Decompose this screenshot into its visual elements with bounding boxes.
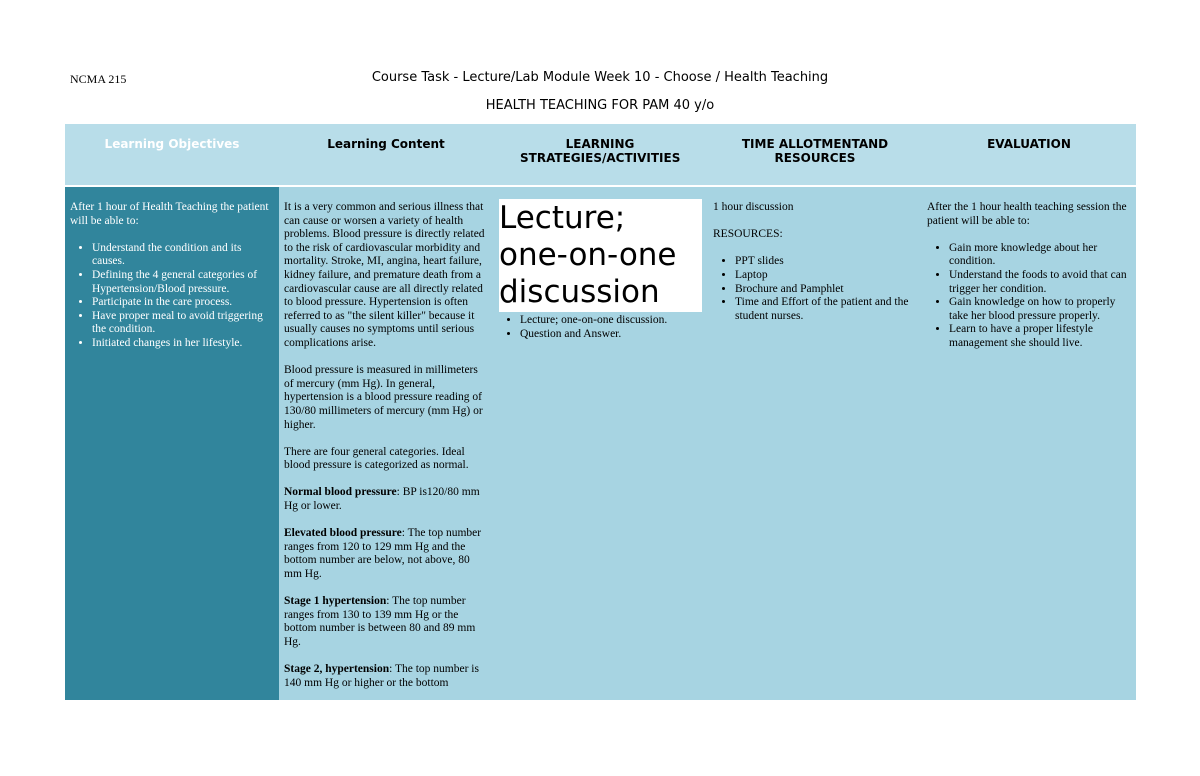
evaluation-cell <box>927 201 1127 351</box>
strategies-list <box>498 314 703 341</box>
objectives-intro: After 1 hour of Health Teaching the patient will be able to: <box>70 201 269 227</box>
header-time-allotment-resources: TIME ALLOTMENTAND RESOURCES <box>741 137 889 165</box>
stage1-label: Stage 1 hypertension <box>284 595 387 608</box>
list-item: • Initiated changes in her lifestyle. <box>92 337 275 351</box>
elevated-bp-text: : The top number ranges from 120 to 129 mm Hg and the bottom number are below, not above, 80 mm Hg. <box>284 527 482 581</box>
objectives-list <box>70 242 275 351</box>
stage2-entry <box>284 663 490 690</box>
evaluation-intro: After the 1 hour health teaching session the patient will be able to: <box>927 201 1127 227</box>
content-paragraph: Blood pressure is measured in millimeters of mercury (mm Hg). In general, hypertension is a blood pressure reading of 130/80 millimeters of mercury (mm Hg) or higher. <box>284 364 483 431</box>
objectives-cell <box>70 201 275 351</box>
list-item: • Lecture; one-on-one discussion. <box>520 314 703 328</box>
strategy-highlight-box: Lecture; one-on-one discussion <box>499 199 702 312</box>
normal-bp-text: : BP is120/80 mm Hg or lower. <box>284 486 480 513</box>
content-paragraph: It is a very common and serious illness that can cause or worsen a variety of health problems. Blood pressure is directly related to the risk of cardiovascular morbidity and mortality. Stroke, MI, angina, heart failure, kidney failure, and premature death from a cardiovascular cause are all directly related to blood pressure. Hypertension is often referred to as "the silent killer" because it usually causes no symptoms until serious complications arise. <box>284 201 485 349</box>
stage2-text: : The top number is 140 mm Hg or higher or the bottom <box>284 663 479 689</box>
list-item: • Defining the 4 general categories of Hypertension/Blood pressure. <box>92 269 275 296</box>
list-item: • Understand the foods to avoid that can trigger her condition. <box>949 269 1127 296</box>
elevated-bp-label: Elevated blood pressure <box>284 527 402 540</box>
list-item: • Have proper meal to avoid triggering the condition. <box>92 310 275 337</box>
list-item: • Laptop <box>735 269 918 283</box>
list-item: • Brochure and Pamphlet <box>735 283 918 297</box>
strategies-cell <box>498 314 703 341</box>
normal-bp-label: Normal blood pressure <box>284 486 397 499</box>
content-paragraph: There are four general categories. Ideal blood pressure is categorized as normal. <box>284 445 469 472</box>
header-learning-strategies: LEARNING STRATEGIES/ACTIVITIES <box>520 137 681 165</box>
list-item: • Understand the condition and its causes. <box>92 242 275 269</box>
list-item: • Question and Answer. <box>520 328 703 342</box>
document-title: Course Task - Lecture/Lab Module Week 10 - Choose / Health Teaching <box>371 70 829 85</box>
list-item: • Learn to have a proper lifestyle management she should live. <box>949 323 1127 350</box>
list-item: • Participate in the care process. <box>92 296 275 310</box>
list-item: • Gain more knowledge about her condition. <box>949 242 1127 269</box>
header-evaluation: EVALUATION <box>987 137 1071 151</box>
health-teaching-table <box>65 124 1136 700</box>
list-item: • Gain knowledge on how to properly take her blood pressure properly. <box>949 296 1127 323</box>
time-allotment: 1 hour discussion <box>713 201 794 213</box>
elevated-bp-entry <box>284 527 490 581</box>
list-item: • PPT slides <box>735 255 918 269</box>
resources-label: RESOURCES: <box>713 228 783 241</box>
stage1-text: : The top number ranges from 130 to 139 mm Hg or the bottom number is between 80 and 89 mm Hg. <box>284 595 476 648</box>
evaluation-list <box>927 242 1127 351</box>
resources-list <box>713 255 918 323</box>
content-cell <box>284 201 490 690</box>
normal-bp-entry <box>284 486 490 513</box>
stage2-label: Stage 2, hypertension <box>284 663 390 676</box>
header-learning-objectives: Learning Objectives <box>104 137 240 151</box>
stage1-entry <box>284 595 490 649</box>
list-item: • Time and Effort of the patient and the student nurses. <box>735 296 918 323</box>
header-learning-content: Learning Content <box>327 137 445 151</box>
course-code: NCMA 215 <box>70 72 127 86</box>
resources-cell <box>713 201 918 323</box>
document-subtitle: HEALTH TEACHING FOR PAM 40 y/o <box>485 98 715 113</box>
table-header-row <box>65 124 1136 187</box>
